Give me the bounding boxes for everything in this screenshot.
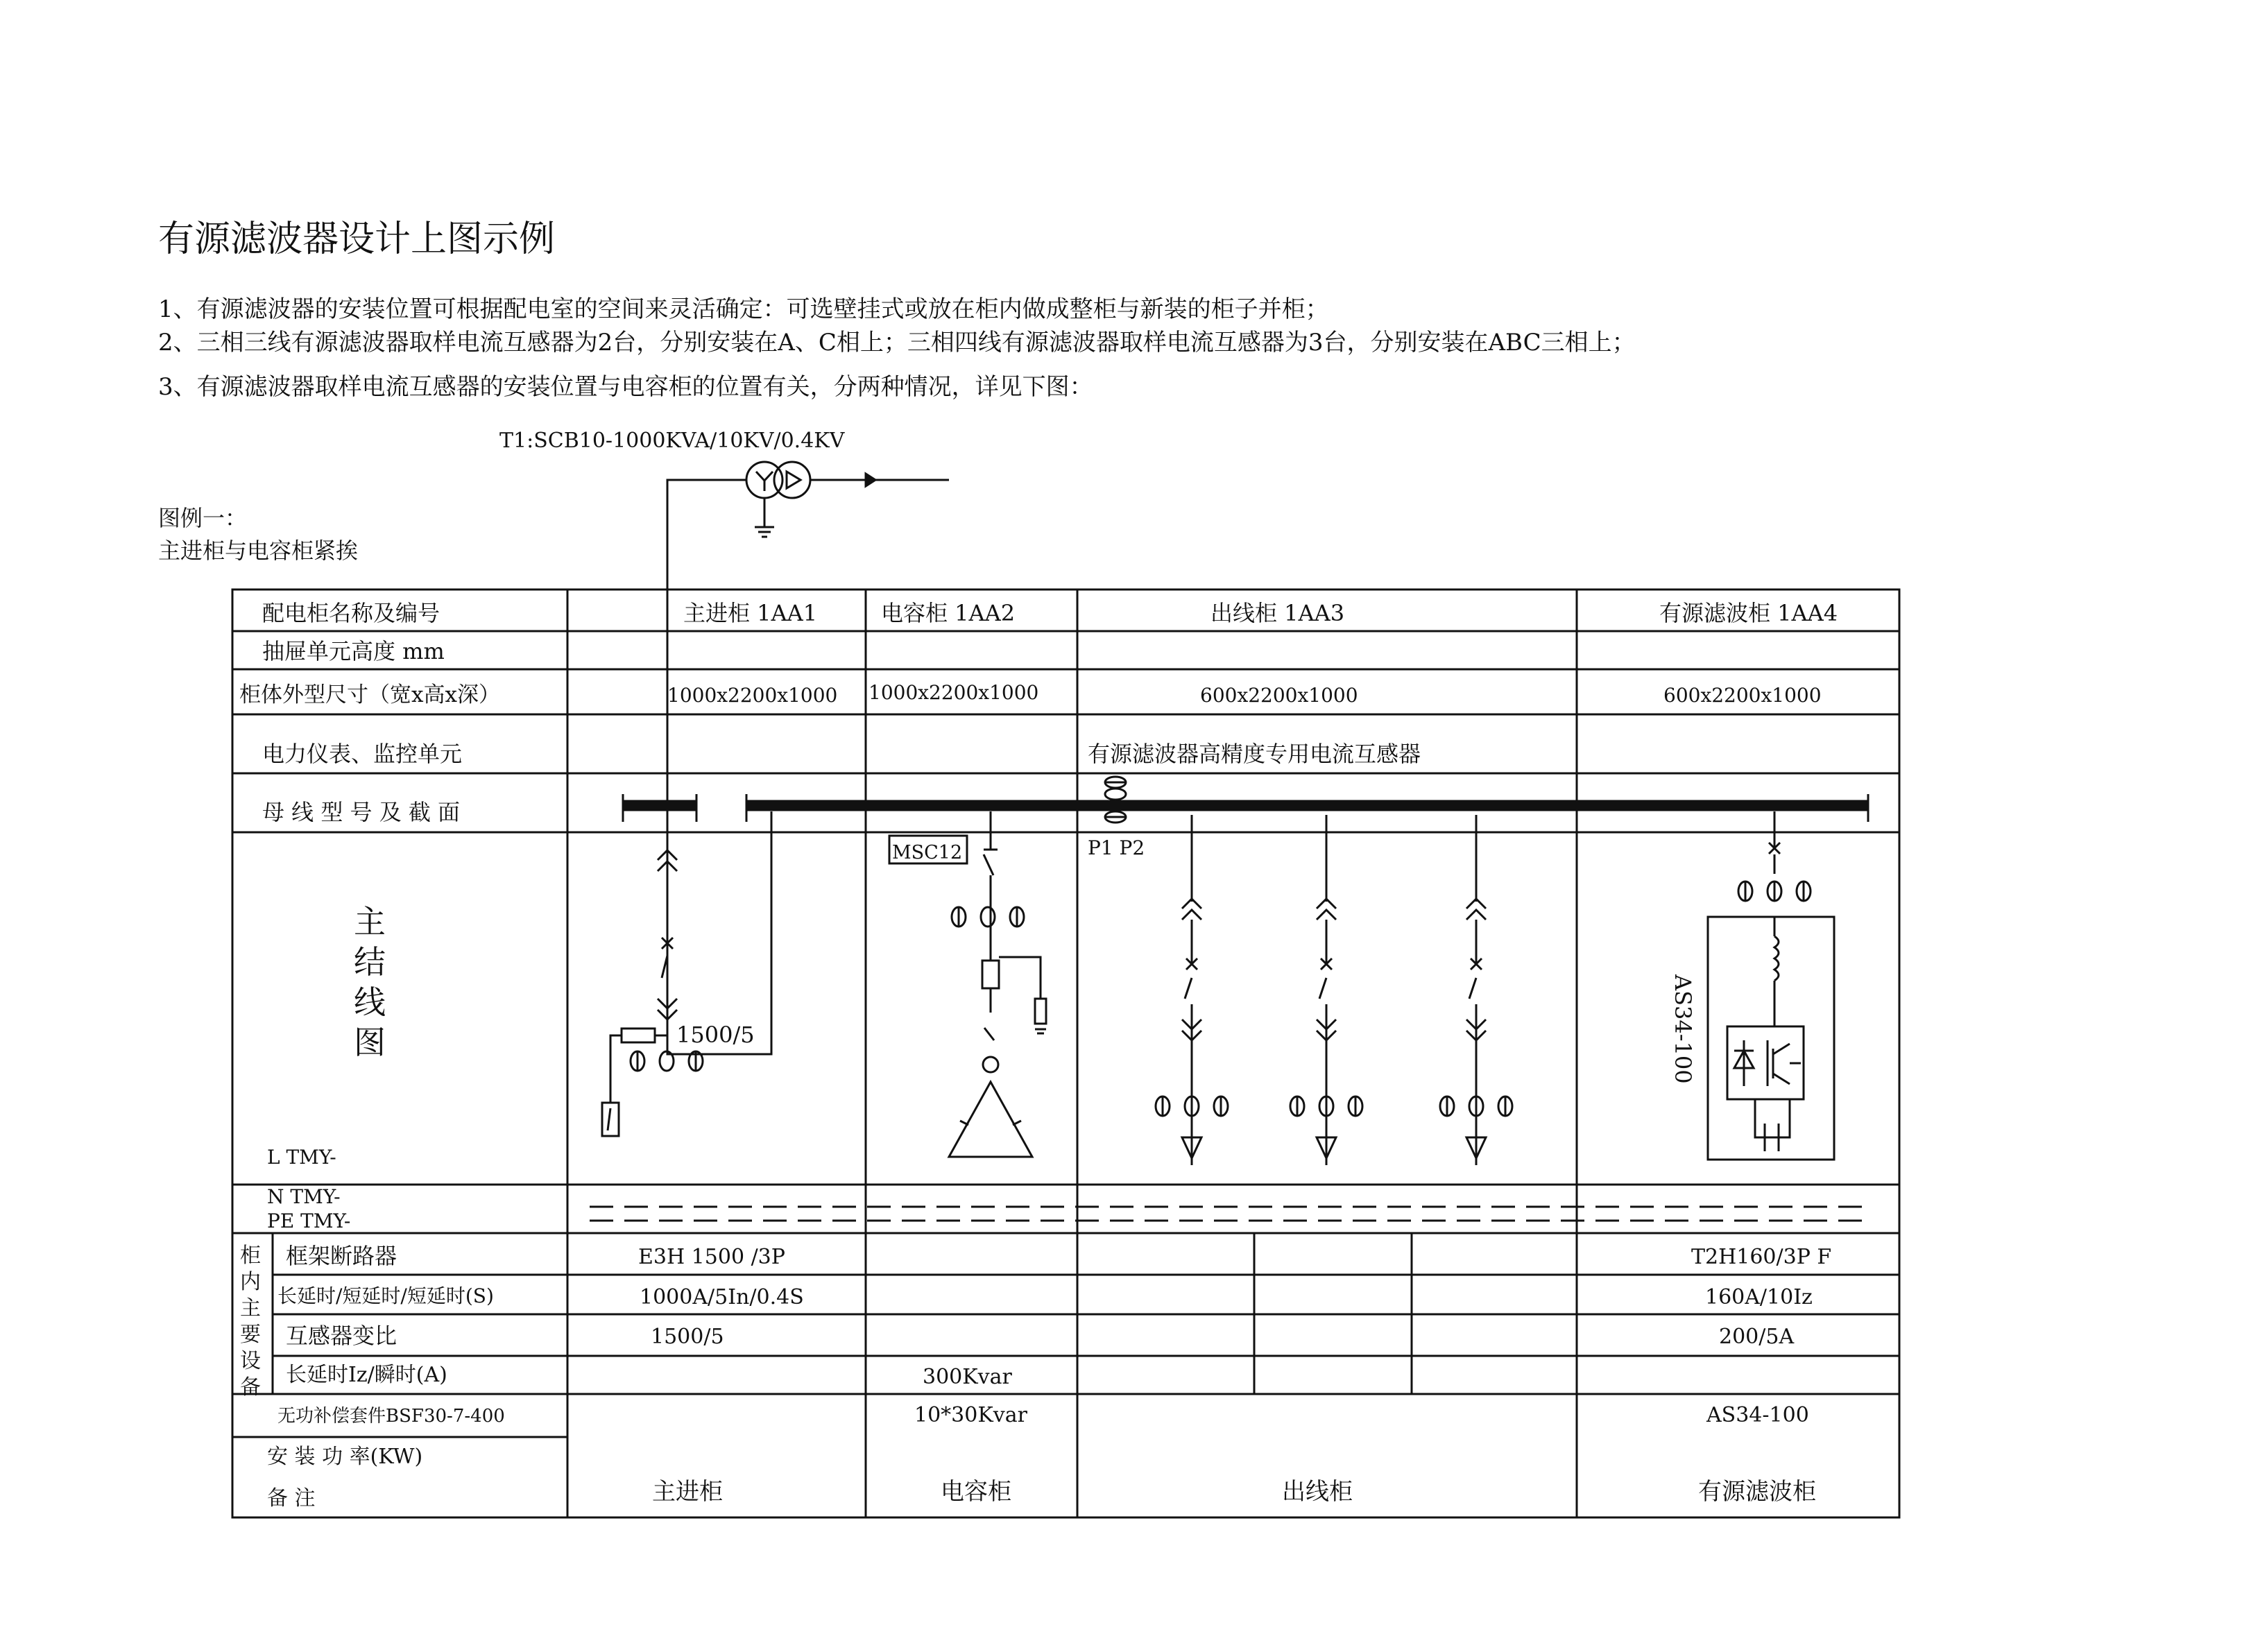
cabinet-size: 1000x2200x1000: [868, 681, 1039, 704]
equipment-group-label: [240, 1244, 268, 1400]
capacitor-capacity: 300Kvar: [923, 1365, 1012, 1389]
capacitor-controller-label: MSC12: [892, 842, 963, 863]
remark-main: 主进柜: [652, 1478, 723, 1506]
filter-model-label: AS34-100: [1670, 974, 1696, 1084]
row-label-size: 柜体外型尺寸（宽x高x深）: [239, 682, 500, 707]
row-label-l-tmy: L TMY-: [267, 1146, 336, 1169]
equipment-group-char: 内: [240, 1270, 261, 1294]
transformer-label: T1:SCB10-1000KVA/10KV/0.4KV: [499, 429, 845, 453]
outgoing-feeders: [1156, 815, 1512, 1165]
row-label-main-wiring-char: 主: [354, 903, 386, 940]
main-ct-ratio: 1500/5: [651, 1325, 724, 1349]
row-label-meter: 电力仪表、监控单元: [262, 741, 463, 767]
filter-compensation: AS34-100: [1706, 1403, 1809, 1427]
active-filter-schematic: [1708, 811, 1834, 1160]
row-label-pe-tmy: PE TMY-: [267, 1210, 351, 1232]
capacitor-compensation: 10*30Kvar: [914, 1403, 1027, 1427]
meter-note: 有源滤波器高精度专用电流互感器: [1088, 741, 1421, 767]
equipment-group-char: 要: [240, 1323, 261, 1347]
cabinet-size: 600x2200x1000: [1663, 684, 1822, 707]
row-label-ct-ratio: 互感器变比: [286, 1323, 397, 1349]
remark-capacitor: 电容柜: [941, 1478, 1011, 1506]
transformer-symbol: [746, 462, 949, 537]
note-1: 1、有源滤波器的安装位置可根据配电室的空间来灵活确定：可选壁挂式或放在柜内做成整柜与新装的柜子并柜；: [158, 295, 1329, 323]
legend-subtitle: 主进柜与电容柜紧挨: [158, 537, 359, 564]
row-label-main-wiring-char: 图: [354, 1024, 386, 1061]
row-label-delay: 长延时/短延时/短延时(S): [277, 1284, 494, 1307]
main-breaker: E3H 1500 /3P: [638, 1245, 785, 1269]
row-label-breaker: 框架断路器: [286, 1243, 397, 1269]
filter-breaker: T2H160/3P F: [1691, 1245, 1832, 1269]
filter-delay: 160A/10Iz: [1705, 1285, 1813, 1309]
equipment-group-char: 备: [240, 1375, 261, 1400]
row-label-main-wiring: [354, 903, 396, 1061]
cabinet-size: 600x2200x1000: [1200, 684, 1358, 707]
row-label-main-wiring-char: 结: [354, 943, 386, 981]
cabinet-name: 电容柜 1AA2: [881, 600, 1016, 626]
neutral-pe-lines: [590, 1207, 1873, 1221]
busbar: [623, 794, 1868, 822]
cabinet-table: [232, 590, 1899, 1517]
cabinet-name: 出线柜 1AA3: [1210, 600, 1345, 626]
row-label-busbar: 母 线 型 号 及 截 面: [262, 799, 461, 825]
main-incoming-schematic: [602, 808, 703, 1136]
page-title: 有源滤波器设计上图示例: [158, 218, 556, 260]
cabinet-name: 有源滤波柜 1AA4: [1659, 600, 1838, 626]
ct-terminal-label: P1 P2: [1088, 836, 1145, 859]
row-label-n-tmy: N TMY-: [267, 1185, 341, 1208]
note-2: 2、三相三线有源滤波器取样电流互感器为2台，分别安装在A、C相上；三相四线有源滤波器取样电流互感器为3台，分别安装在ABC三相上；: [158, 329, 1636, 356]
row-label-power: 安 装 功 率(KW): [267, 1445, 423, 1469]
equipment-group-char: 柜: [240, 1244, 261, 1268]
filter-ct-symbol: [1105, 777, 1126, 823]
incoming-feeder-line: [667, 480, 771, 1054]
row-label-drawer: 抽屉单元高度 mm: [262, 638, 445, 664]
remark-filter: 有源滤波柜: [1698, 1478, 1816, 1506]
legend-title: 图例一：: [158, 505, 248, 531]
ct-ratio-label: 1500/5: [676, 1022, 755, 1048]
cabinet-size: 1000x2200x1000: [667, 684, 838, 707]
row-label-remarks: 备 注: [267, 1486, 316, 1511]
filter-ct-ratio: 200/5A: [1719, 1325, 1795, 1349]
note-3: 3、有源滤波器取样电流互感器的安装位置与电容柜的位置有关，分两种情况，详见下图：: [158, 373, 1093, 401]
row-label-instant: 长延时Iz/瞬时(A): [286, 1363, 447, 1387]
row-label-compensation: 无功补偿套件BSF30-7-400: [277, 1406, 505, 1427]
equipment-group-char: 主: [240, 1296, 261, 1320]
equipment-group-char: 设: [240, 1349, 261, 1373]
remark-outgoing: 出线柜: [1282, 1478, 1353, 1506]
row-label-name: 配电柜名称及编号: [262, 600, 440, 626]
main-delay: 1000A/5In/0.4S: [640, 1285, 804, 1309]
cabinet-name: 主进柜 1AA1: [683, 600, 818, 626]
row-label-main-wiring-char: 线: [354, 983, 386, 1021]
